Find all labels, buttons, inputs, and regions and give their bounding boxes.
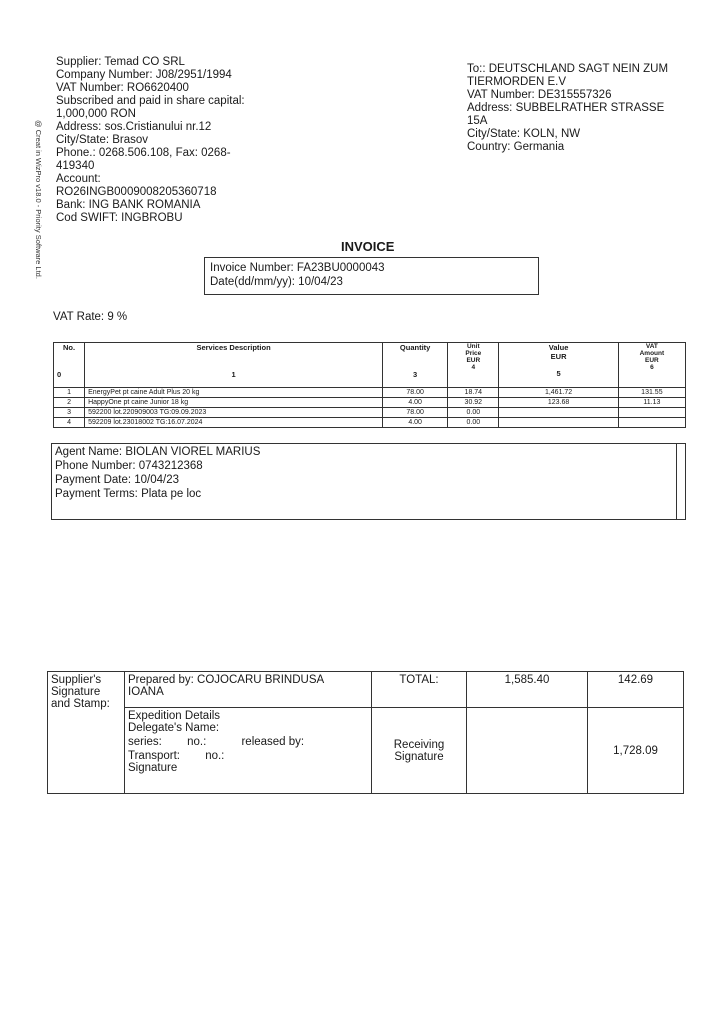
col-qty-index: 3 — [413, 370, 418, 379]
col-value — [499, 343, 618, 388]
row-value: 123.68 — [499, 398, 618, 408]
agent-box-inner-border — [676, 444, 677, 519]
invoice-number: Invoice Number: FA23BU0000043 — [210, 262, 385, 274]
row-desc: HappyOne pt caine Junior 18 kg — [85, 398, 383, 408]
supplier-signature-cell — [48, 672, 125, 794]
vat-rate: VAT Rate: 9 % — [53, 311, 128, 323]
items-table — [53, 342, 686, 428]
supplier-company-number: Company Number: J08/2951/1994 — [56, 69, 232, 81]
series-no-label: no.: — [187, 736, 207, 748]
items-header-row — [54, 343, 686, 388]
col-no — [54, 343, 85, 388]
row-no: 3 — [54, 408, 85, 418]
total-value: 1,585.40 — [467, 672, 588, 708]
supplier-name: Supplier: Temad CO SRL — [56, 56, 185, 68]
col-unit-label: Unit Price EUR — [465, 343, 482, 364]
table-row — [54, 388, 686, 398]
totals-table — [47, 671, 684, 794]
supplier-signature-line2: Signature — [51, 686, 101, 698]
row-desc: EnergyPet pt caine Adult Plus 20 kg — [85, 388, 383, 398]
expedition-title: Expedition Details — [128, 710, 221, 722]
col-desc-label: Services Description — [196, 343, 271, 352]
row-no: 4 — [54, 418, 85, 428]
row-qty: 4.00 — [383, 418, 448, 428]
supplier-city: City/State: Brasov — [56, 134, 149, 146]
receiving-line1: Receiving — [393, 738, 445, 751]
row-value — [499, 418, 618, 428]
col-no-label: No. — [63, 343, 76, 352]
supplier-signature-line3: and Stamp: — [51, 698, 110, 710]
col-qty — [383, 343, 448, 388]
recipient-city: City/State: KOLN, NW — [467, 128, 581, 140]
row-desc: 592209 lot.23018002 TG:16.07.2024 — [85, 418, 383, 428]
recipient-address: Address: SUBBELRATHER STRASSE — [467, 102, 665, 114]
supplier-capital-label: Subscribed and paid in share capital: — [56, 95, 245, 107]
totals-row — [48, 672, 684, 708]
signature-label: Signature — [128, 762, 178, 774]
row-vat: 11.13 — [618, 398, 685, 408]
total-vat: 142.69 — [588, 672, 684, 708]
supplier-phone: Phone.: 0268.506.108, Fax: 0268- — [56, 147, 231, 159]
supplier-block — [56, 56, 245, 225]
supplier-signature-line1: Supplier's — [51, 674, 102, 686]
col-value-label: Value EUR — [548, 343, 569, 361]
supplier-account: RO26INGB0009008205360718 — [56, 186, 217, 198]
row-value — [499, 408, 618, 418]
prepared-by-line2: IOANA — [128, 686, 164, 698]
col-unit — [448, 343, 499, 388]
series-label: series: — [128, 736, 162, 748]
transport-label: Transport: — [128, 750, 180, 762]
row-vat — [618, 418, 685, 428]
invoice-date: Date(dd/mm/yy): 10/04/23 — [210, 276, 343, 288]
software-credit: @ Creat in WizPro v18.0 - Priority Software Ltd. — [34, 120, 43, 279]
supplier-address: Address: sos.Cristianului nr.12 — [56, 121, 212, 133]
supplier-swift: Cod SWIFT: INGBROBU — [56, 212, 183, 224]
supplier-vat: VAT Number: RO6620400 — [56, 82, 189, 94]
row-desc: 592200 lot.220909003 TG:09.09.2023 — [85, 408, 383, 418]
recipient-block — [467, 63, 668, 154]
supplier-account-label: Account: — [56, 173, 101, 185]
delegate-name: Delegate's Name: — [128, 722, 220, 734]
total-label: TOTAL: — [372, 672, 467, 708]
recipient-vat: VAT Number: DE315557326 — [467, 89, 612, 101]
series-line — [128, 736, 368, 748]
table-row — [54, 408, 686, 418]
table-row — [54, 398, 686, 408]
table-row — [54, 418, 686, 428]
col-vat-index: 6 — [650, 364, 654, 371]
row-unit: 30.92 — [448, 398, 499, 408]
agent-box — [51, 443, 686, 520]
row-unit: 0.00 — [448, 408, 499, 418]
recipient-country: Country: Germania — [467, 141, 565, 153]
row-vat — [618, 408, 685, 418]
prepared-by-cell — [125, 672, 372, 708]
prepared-by-line1: Prepared by: COJOCARU BRINDUSA — [128, 674, 325, 686]
row-qty: 78.00 — [383, 408, 448, 418]
row-qty: 78.00 — [383, 388, 448, 398]
empty-cell — [467, 708, 588, 794]
row-value: 1,461.72 — [499, 388, 618, 398]
agent-name: Agent Name: BIOLAN VIOREL MARIUS — [55, 446, 261, 458]
expedition-cell — [125, 708, 372, 794]
row-qty: 4.00 — [383, 398, 448, 408]
receiving-signature-cell — [372, 708, 467, 794]
recipient-to: To:: DEUTSCHLAND SAGT NEIN ZUM — [467, 63, 669, 75]
col-desc — [85, 343, 383, 388]
row-unit: 18.74 — [448, 388, 499, 398]
col-desc-index: 1 — [231, 370, 236, 379]
recipient-to-cont: TIERMORDEN E.V — [467, 76, 567, 88]
expedition-row — [48, 708, 684, 794]
col-vat-label: VAT Amount EUR — [639, 343, 665, 364]
row-no: 2 — [54, 398, 85, 408]
col-unit-index: 4 — [471, 364, 476, 371]
recipient-address-cont: 15A — [467, 115, 488, 127]
col-value-index: 5 — [556, 369, 561, 378]
col-vat — [618, 343, 685, 388]
supplier-fax-cont: 419340 — [56, 160, 95, 172]
supplier-bank: Bank: ING BANK ROMANIA — [56, 199, 201, 211]
payment-terms: Payment Terms: Plata pe loc — [55, 488, 202, 500]
released-by-label: released by: — [241, 736, 305, 748]
col-no-index: 0 — [57, 370, 62, 379]
invoice-info-box — [204, 257, 539, 295]
row-vat: 131.55 — [618, 388, 685, 398]
supplier-capital: 1,000,000 RON — [56, 108, 136, 120]
grand-total: 1,728.09 — [588, 708, 684, 794]
row-no: 1 — [54, 388, 85, 398]
agent-phone: Phone Number: 0743212368 — [55, 460, 203, 472]
row-unit: 0.00 — [448, 418, 499, 428]
invoice-title: INVOICE — [341, 239, 395, 254]
transport-line — [128, 750, 368, 762]
transport-no-label: no.: — [205, 750, 225, 762]
payment-date: Payment Date: 10/04/23 — [55, 474, 180, 486]
col-qty-label: Quantity — [399, 343, 431, 352]
receiving-line2: Signature — [394, 750, 444, 763]
